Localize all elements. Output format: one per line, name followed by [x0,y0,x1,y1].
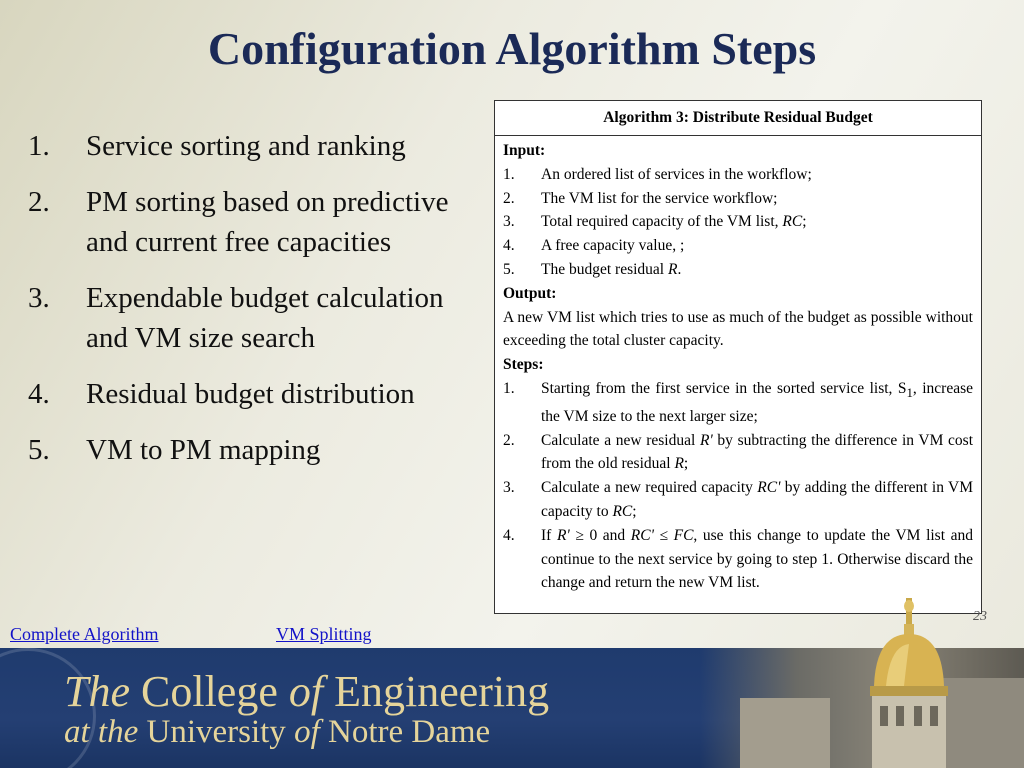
text-part: by subtracting the difference in VM cost from the old residual [541,431,973,473]
banner-word: University [146,714,286,750]
step-number: 1. [28,130,50,162]
item-text [541,377,973,429]
step-text: Residual budget distribution [86,378,415,410]
list-item [28,182,478,262]
variable: R [667,260,678,278]
text-part: Calculate a new residual [541,431,700,449]
item-text [541,476,973,524]
variable: RC' [757,479,781,497]
item-number: 3. [503,479,515,497]
item-number: 2. [503,431,515,449]
step-number: 2. [28,186,50,218]
text-part: ; [632,503,637,521]
banner-word: College [141,667,278,716]
item-text [541,429,973,477]
banner-university-line [64,714,490,751]
text-part: Calculate a new required capacity [541,479,758,497]
algorithm-box [494,100,982,614]
item-number: 2. [503,189,515,207]
banner-college-line [64,666,549,717]
step-text: Expendable budget calculation and VM size search [86,282,444,354]
step-text: Service sorting and ranking [86,130,406,162]
golden-dome-icon [866,598,952,768]
step-number: 5. [28,434,50,466]
text-part: , use this change to update the VM list and continue to the next service by going to step 1. Otherwise discard the change and return the new VM list. [541,526,973,592]
item-number: 5. [503,260,515,278]
item-text: A free capacity value, ; [541,237,685,255]
item-number: 4. [503,237,515,255]
list-item [28,374,478,414]
vm-splitting-link[interactable]: VM Splitting [276,624,372,644]
input-item [503,234,973,258]
item-number: 1. [503,165,515,183]
variable: RC' ≤ FC [630,526,694,544]
banner-word: of [288,667,324,716]
banner-word: The [64,667,130,716]
output-text: A new VM list which tries to use as much of the budget as possible without exceeding the total cluster capacity. [503,308,973,350]
complete-algorithm-link[interactable]: Complete Algorithm [10,624,159,644]
algorithm-step [503,429,973,477]
text-part: If [541,526,557,544]
text-part: The budget residual [541,260,668,278]
input-item [503,187,973,211]
text-part: . [677,260,682,278]
text-part: by adding the different in VM capacity to [541,479,974,521]
campus-photo [700,648,1024,768]
slide-title: Configuration Algorithm Steps [207,23,817,74]
item-text [541,258,973,282]
input-item [503,210,973,234]
algorithm-step [503,524,973,595]
step-number: 3. [28,282,50,314]
text-part: ; [683,455,689,473]
variable: R [674,455,684,473]
step-text: VM to PM mapping [86,434,321,466]
text-part: ≥ 0 and [569,526,631,544]
input-label: Input: [503,142,546,159]
banner-word: Engineering [334,667,550,716]
text-part: Starting from the first service in the sorted service list, S [541,379,907,397]
text-part: Total required capacity of the VM list, [541,213,783,231]
text-part: , increase the VM size to the next larger size; [541,379,973,425]
item-text: An ordered list of services in the workflow; [541,165,812,183]
page-number: 23 [973,609,987,624]
step-text: PM sorting based on predictive and current free capacities [86,186,449,258]
algorithm-body [495,136,981,595]
list-item [28,430,478,470]
steps-label: Steps: [503,356,544,374]
item-text [541,524,973,595]
input-item [503,163,973,187]
list-item [28,278,478,358]
banner-word: of [294,714,320,750]
subscript: 1 [906,385,913,401]
input-item [503,258,973,282]
building-icon [740,698,830,768]
output-label: Output: [503,284,557,302]
steps-list [28,126,478,486]
item-number: 4. [503,526,515,544]
item-number: 1. [503,379,515,397]
banner-word: at the [64,714,139,750]
algorithm-title: Algorithm 3: Distribute Residual Budget [495,101,981,136]
item-text [541,210,973,234]
step-number: 4. [28,378,50,410]
list-item [28,126,478,166]
variable: R' [699,431,713,449]
variable: RC [612,503,633,521]
algorithm-step [503,476,973,524]
algorithm-step [503,377,973,429]
text-part: ; [802,213,807,231]
item-text: The VM list for the service workflow; [541,189,778,207]
item-number: 3. [503,213,515,231]
banner-word: Notre Dame [327,714,491,750]
variable: R' [556,526,570,544]
variable: RC [782,213,803,231]
